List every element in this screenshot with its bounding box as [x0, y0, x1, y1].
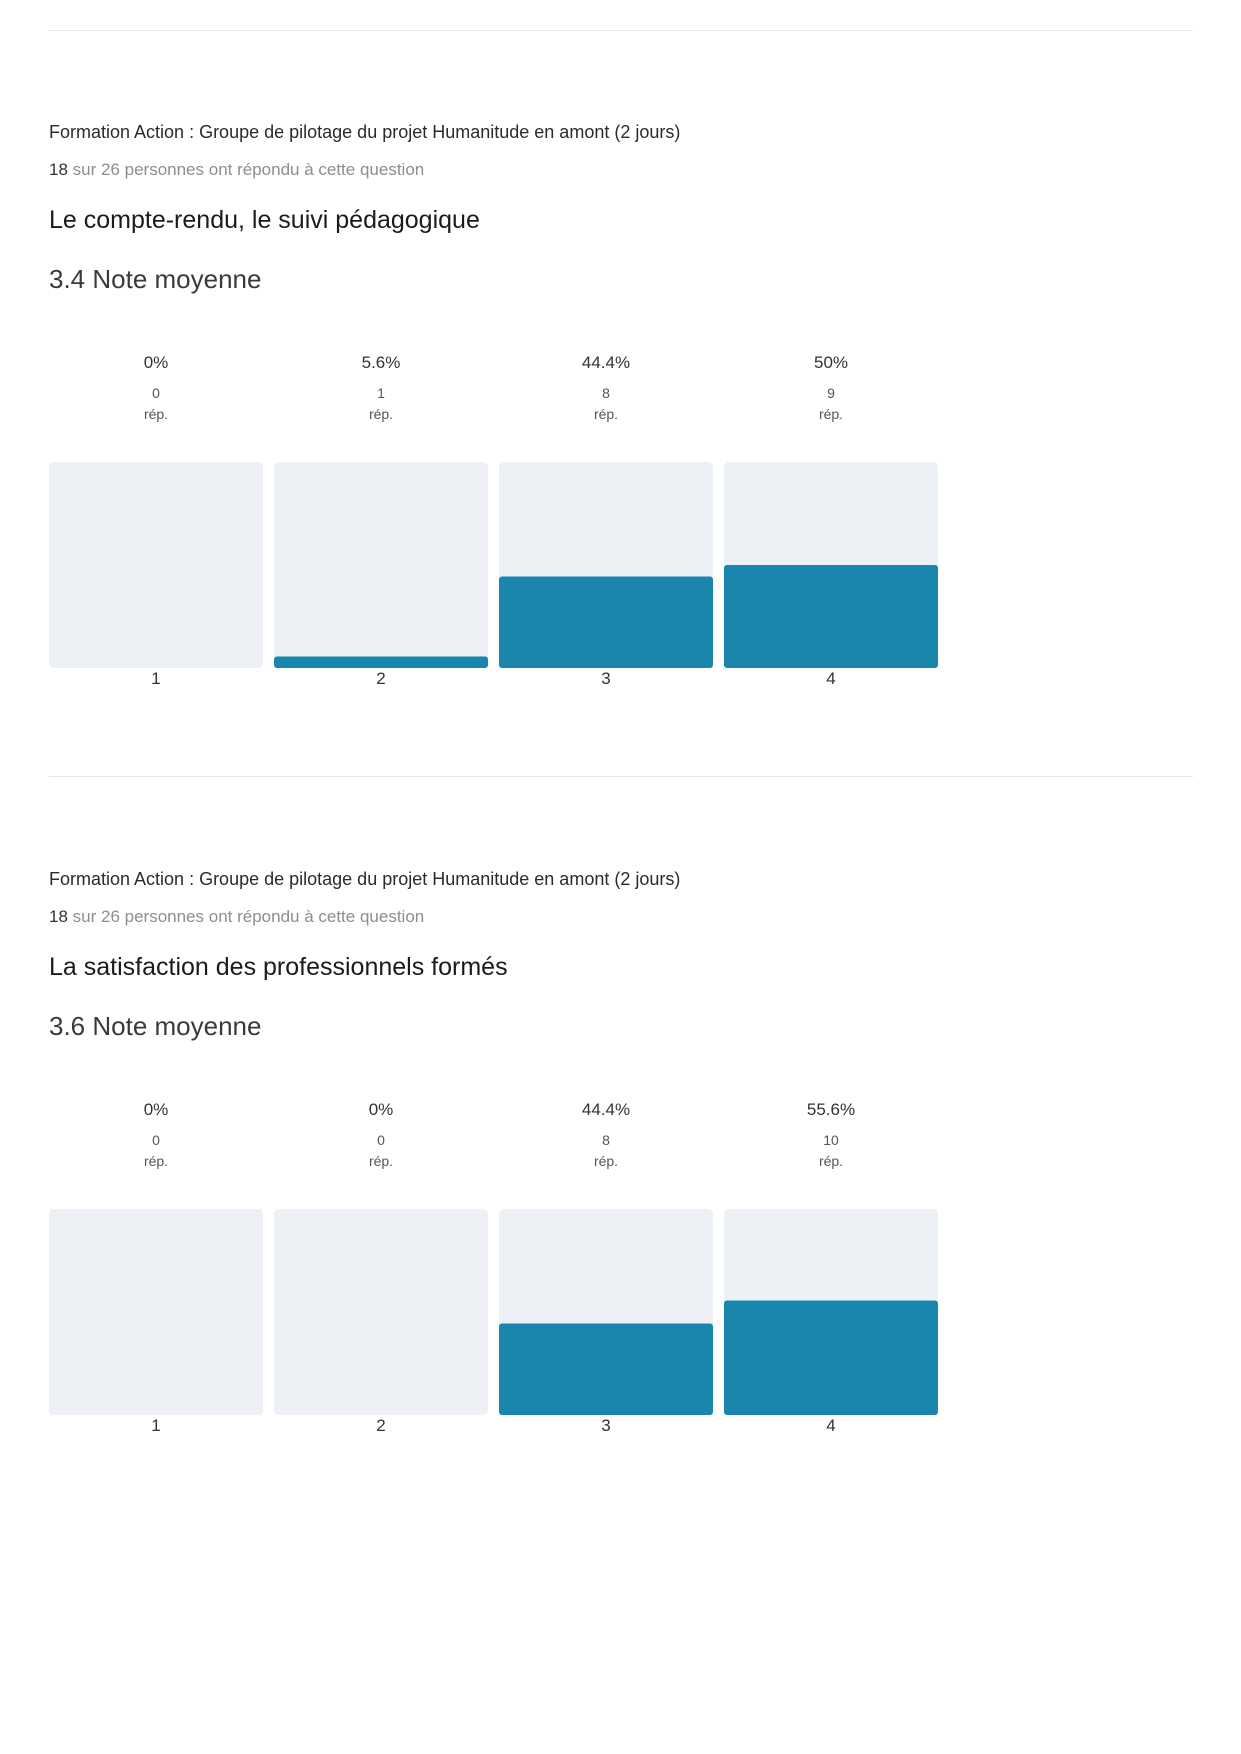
percent-label: 0% — [143, 1100, 169, 1119]
section-divider — [49, 776, 1193, 777]
question-section-1 — [49, 122, 1193, 762]
category-label: 4 — [826, 1416, 836, 1431]
top-divider — [49, 30, 1193, 31]
bar — [724, 565, 938, 668]
response-unit: rép. — [143, 1153, 169, 1169]
category-label: 2 — [376, 1416, 386, 1431]
respondent-number: 18 — [49, 160, 68, 179]
response-unit: rép. — [143, 406, 169, 422]
percent-label: 5.6% — [361, 353, 401, 372]
category-label: 3 — [601, 669, 611, 684]
response-unit: rép. — [368, 406, 394, 422]
bar-track — [274, 1209, 488, 1415]
bar-track — [274, 462, 488, 668]
response-unit: rép. — [818, 1153, 844, 1169]
response-unit: rép. — [593, 1153, 619, 1169]
response-count: 8 — [602, 385, 610, 401]
response-count: 10 — [823, 1132, 839, 1148]
respondent-text: sur 26 personnes ont répondu à cette question — [72, 160, 425, 179]
average-rating: 3.4 Note moyenne — [49, 264, 262, 294]
response-count: 0 — [152, 385, 160, 401]
bar — [499, 1324, 713, 1415]
respondent-number: 18 — [49, 907, 68, 926]
response-unit: rép. — [818, 406, 844, 422]
chart-svg — [49, 344, 989, 684]
rating-bar-chart — [49, 1091, 989, 1431]
respondent-text: sur 26 personnes ont répondu à cette question — [72, 907, 425, 926]
category-label: 4 — [826, 669, 836, 684]
percent-label: 0% — [368, 1100, 394, 1119]
rating-bar-chart — [49, 344, 989, 684]
response-count: 9 — [827, 385, 835, 401]
bar — [724, 1300, 938, 1415]
category-label: 1 — [151, 669, 161, 684]
response-unit: rép. — [368, 1153, 394, 1169]
question-section-2 — [49, 869, 1193, 1509]
question-title: La satisfaction des professionnels formés — [49, 953, 508, 981]
percent-label: 44.4% — [581, 353, 631, 372]
category-label: 2 — [376, 669, 386, 684]
survey-name: Formation Action : Groupe de pilotage du projet Humanitude en amont (2 jours) — [49, 122, 681, 142]
percent-label: 44.4% — [581, 1100, 631, 1119]
response-count: 0 — [377, 1132, 385, 1148]
category-label: 3 — [601, 1416, 611, 1431]
bar — [499, 577, 713, 668]
percent-label: 50% — [813, 353, 849, 372]
bar — [274, 656, 488, 668]
response-unit: rép. — [593, 406, 619, 422]
percent-label: 55.6% — [806, 1100, 856, 1119]
question-title: Le compte-rendu, le suivi pédagogique — [49, 206, 480, 234]
response-count: 1 — [377, 385, 385, 401]
respondent-count — [49, 160, 424, 180]
response-count: 8 — [602, 1132, 610, 1148]
response-count: 0 — [152, 1132, 160, 1148]
percent-label: 0% — [143, 353, 169, 372]
bar-track — [49, 462, 263, 668]
chart-svg — [49, 1091, 989, 1431]
average-rating: 3.6 Note moyenne — [49, 1011, 262, 1041]
survey-name: Formation Action : Groupe de pilotage du projet Humanitude en amont (2 jours) — [49, 869, 681, 889]
respondent-count — [49, 907, 424, 927]
bar-track — [49, 1209, 263, 1415]
category-label: 1 — [151, 1416, 161, 1431]
